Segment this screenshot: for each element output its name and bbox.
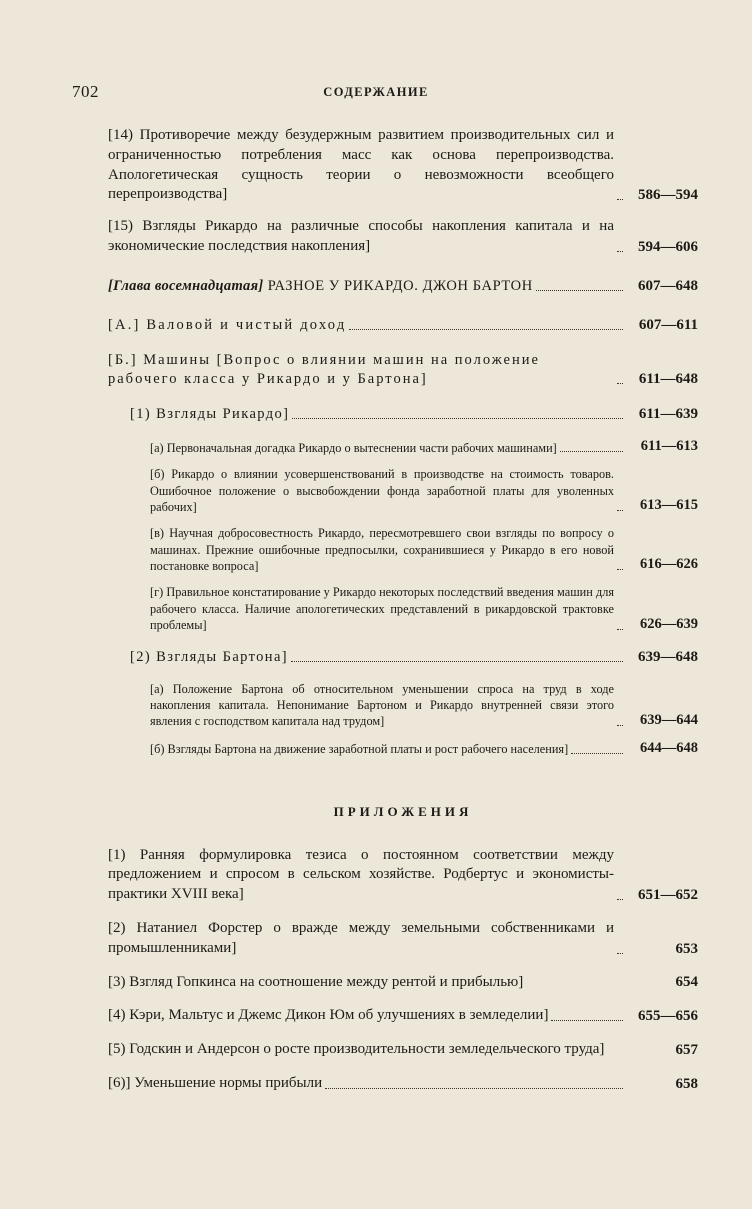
toc-entry-pages: 613—615 — [640, 497, 698, 514]
toc-appendix-label: [4) Кэри, Мальтус и Джемс Дикон Юм об улучшениях в земледелии] — [108, 1007, 549, 1024]
toc-section-label: [А.] Валовой и чистый доход — [108, 316, 347, 333]
leader-dots — [617, 719, 623, 726]
page-number: 702 — [72, 82, 99, 101]
toc-appendix-label: [3) Взгляд Гопкинса на соотношение между рентой и прибылью] — [108, 973, 524, 990]
toc-subsubentry[interactable] — [150, 438, 698, 456]
toc-entry-label: [14) Противоречие между безудержным развитием производительных сил и ограниченностью потребления масс как основа перепроизводства. Апологетическая сущность теории о невозможности всеобщего перепроизводства] — [108, 127, 614, 203]
toc-entry-pages: 626—639 — [640, 615, 698, 632]
toc-entry-pages: 611—639 — [638, 406, 698, 423]
toc-subsubentry-label: [б) Взгляды Бартона на движение заработной платы и рост рабочего населения] — [150, 742, 569, 757]
toc-chapter-entry[interactable] — [108, 277, 698, 296]
toc-appendix-label: [1) Ранняя формулировка тезиса о постоянном соответствии между предложением и спросом в сельском хозяйстве. Родбертус и экономисты-практики XVIII века] — [108, 846, 614, 903]
toc-entry-pages: 655—656 — [638, 1008, 698, 1025]
toc-appendix-entry[interactable] — [108, 1040, 698, 1060]
toc-subentry[interactable] — [130, 648, 698, 667]
toc-entry-pages: 607—611 — [638, 317, 698, 334]
leader-dots — [325, 1082, 623, 1089]
toc-entry-pages: 594—606 — [638, 238, 698, 255]
toc-subsubentry-label: [а) Первоначальная догадка Рикардо о вытеснении части рабочих машинами] — [150, 441, 557, 456]
page-header — [0, 82, 752, 102]
toc-entry-pages: 616—626 — [640, 556, 698, 573]
toc-subsubentry[interactable] — [150, 584, 698, 633]
toc-subsubentry[interactable] — [150, 740, 698, 758]
toc-entry-pages: 657 — [675, 1042, 698, 1059]
toc-subentry-label: [1) Взгляды Рикардо] — [130, 406, 290, 423]
toc-appendix-entry[interactable] — [108, 919, 698, 959]
toc-appendix-entry[interactable] — [108, 1006, 698, 1026]
toc-subentry[interactable] — [130, 405, 698, 424]
toc-entry-pages: 658 — [675, 1075, 698, 1092]
toc-section-entry[interactable] — [108, 351, 698, 389]
toc-subsubentry-label: [в) Научная добросовестность Рикардо, пересмотревшего свои взгляды по вопросу о машинах. Прежние ошибочные предпосылки, сохранившиеся у Рикардо в его новой постановке вопроса] — [150, 526, 614, 574]
leader-dots — [617, 947, 623, 954]
toc-appendix-entry[interactable] — [108, 1074, 698, 1094]
leader-dots — [291, 655, 623, 662]
toc-entry-pages: 611—613 — [640, 438, 698, 455]
toc-subsubentry[interactable] — [150, 466, 698, 515]
leader-dots — [617, 893, 623, 900]
toc-entry-pages: 639—648 — [638, 648, 698, 665]
toc-section-label: [Б.] Машины [Вопрос о влиянии машин на положение рабочего класса у Рикардо и у Бартона] — [108, 352, 540, 388]
leader-dots — [617, 193, 623, 200]
toc-subsubentry-label: [г) Правильное констатирование у Рикардо некоторых последствий введения машин для рабочего класса. Наличие апологетических представлений в рикардовской трактовке проблемы] — [150, 585, 614, 633]
leader-dots — [607, 1049, 623, 1055]
toc-appendix-label: [2) Натаниел Форстер о вражде между земельными собственниками и промышленниками] — [108, 920, 614, 956]
toc-entry-pages: 653 — [675, 940, 698, 957]
toc-subsubentry-label: [а) Положение Бартона об относительном уменьшении спроса на труд в ходе накопления капитала. Непонимание Бартоном и Рикардо внутренней связи этого явления с господством капитала над трудом] — [150, 681, 614, 729]
leader-dots — [617, 504, 623, 511]
leader-dots — [617, 245, 623, 252]
leader-dots — [560, 445, 623, 452]
toc-entry[interactable] — [108, 217, 698, 257]
toc-entry-pages: 639—644 — [640, 711, 698, 728]
toc-chapter-label — [108, 277, 533, 296]
toc-appendix-label: [6)] Уменьшение нормы прибыли — [108, 1075, 323, 1092]
toc-appendix-entry[interactable] — [108, 973, 698, 993]
running-title: СОДЕРЖАНИЕ — [323, 85, 429, 99]
toc-entry-pages: 644—648 — [640, 739, 698, 756]
chapter-title: РАЗНОЕ У РИКАРДО. ДЖОН БАРТОН — [263, 277, 533, 294]
toc-entry-label: [15) Взгляды Рикардо на различные способы накопления капитала и на экономические последствия накопления] — [108, 218, 614, 254]
toc-entry-pages: 607—648 — [638, 277, 698, 294]
leader-dots — [617, 623, 623, 630]
toc-appendix-label: [5) Годскин и Андерсон о росте производительности земледельческого труда] — [108, 1041, 605, 1058]
leader-dots — [349, 323, 623, 330]
leader-dots — [551, 1014, 623, 1021]
toc-entry[interactable] — [108, 126, 698, 205]
toc-entry-pages: 586—594 — [638, 187, 698, 204]
chapter-number-italic: [Глава восемнадцатая] — [108, 277, 264, 294]
toc-section-entry[interactable] — [108, 316, 698, 335]
leader-dots — [571, 747, 623, 754]
toc-appendix-entry[interactable] — [108, 846, 698, 905]
leader-dots — [536, 284, 623, 291]
toc-subsubentry[interactable] — [150, 525, 698, 574]
leader-dots — [617, 563, 623, 570]
leader-dots — [617, 377, 623, 384]
toc-subentry-label: [2) Взгляды Бартона] — [130, 648, 289, 665]
toc-entry-pages: 651—652 — [638, 887, 698, 904]
leader-dots — [526, 981, 623, 987]
toc-subsubentry-label: [б) Рикардо о влиянии усовершенствований в производстве на стоимость товаров. Ошибочное положение о высвобождении фонда заработной платы для уволенных рабочих] — [150, 467, 614, 515]
toc-entry-pages: 611—648 — [638, 371, 698, 388]
toc-subsubentry[interactable] — [150, 681, 698, 730]
leader-dots — [292, 412, 623, 419]
toc-entry-pages: 654 — [675, 974, 698, 991]
table-of-contents — [108, 126, 698, 1108]
appendix-heading: ПРИЛОЖЕНИЯ — [333, 803, 473, 819]
